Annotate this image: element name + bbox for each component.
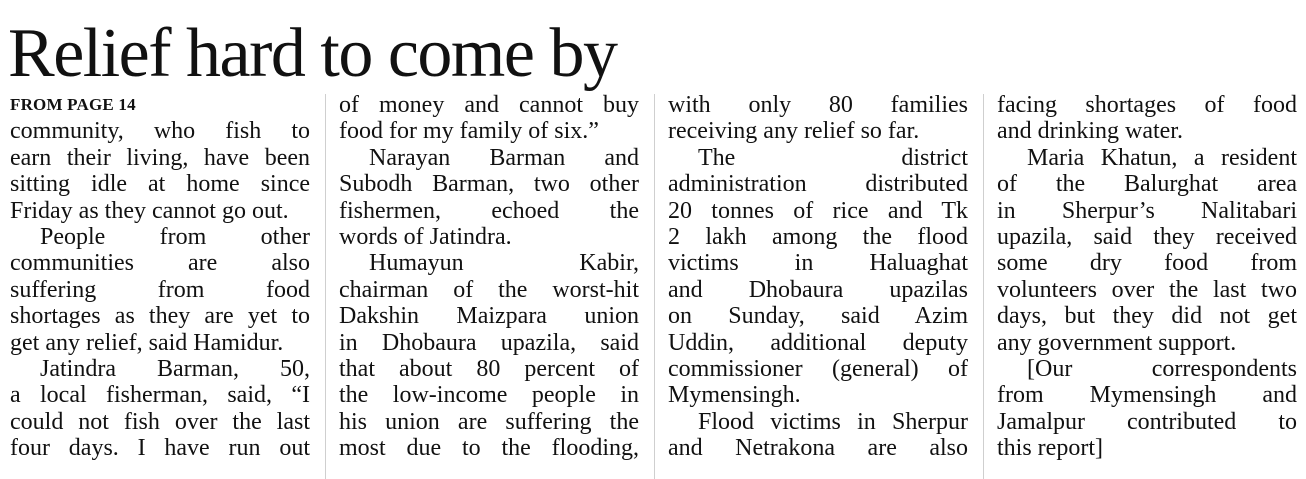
text-line: community, who fish to <box>10 118 310 145</box>
text-line: Subodh Barman, two other <box>339 171 639 198</box>
text-line: chairman of the worst-hit <box>339 276 639 303</box>
text-line: the low-income people in <box>339 382 639 409</box>
text-line: could not fish over the last <box>10 408 310 435</box>
text-line: any government support. <box>997 329 1237 356</box>
text-line: get any relief, said Hamidur. <box>10 329 284 356</box>
text-line: The district <box>698 144 968 171</box>
text-line: Dakshin Maizpara union <box>339 303 639 330</box>
text-line: sitting idle at home since <box>10 171 310 198</box>
text-line: earn their living, have been <box>10 144 310 171</box>
text-line: in Sherpur’s Nalitabari <box>997 197 1297 224</box>
text-line: commissioner (general) of <box>668 355 968 382</box>
text-line: Maria Khatun, a resident <box>1027 144 1297 171</box>
continuation-kicker: FROM PAGE 14 <box>10 95 136 114</box>
text-line: [Our correspondents <box>1027 355 1297 382</box>
headline: Relief hard to come by <box>8 15 617 92</box>
text-line: 20 tonnes of rice and Tk <box>668 197 968 224</box>
text-line: volunteers over the last two <box>997 276 1297 303</box>
text-line: that about 80 percent of <box>339 355 639 382</box>
text-line: on Sunday, said Azim <box>668 303 968 330</box>
text-line: Humayun Kabir, <box>369 250 639 277</box>
text-line: Jatindra Barman, 50, <box>40 355 310 382</box>
text-line: words of Jatindra. <box>339 223 512 250</box>
text-line: days, but they did not get <box>997 303 1297 330</box>
article-column-1 <box>10 92 310 461</box>
text-line: Narayan Barman and <box>369 144 639 171</box>
text-line: Mymensingh. <box>668 382 801 409</box>
text-line: administration distributed <box>668 171 968 198</box>
article-column-3 <box>668 92 968 461</box>
text-line: communities are also <box>10 250 310 277</box>
text-line: four days. I have run out <box>10 435 310 462</box>
text-line: a local fisherman, said, “I <box>10 382 310 409</box>
text-line: most due to the flooding, <box>339 435 639 462</box>
text-line: of money and cannot buy <box>339 92 639 118</box>
text-line: 2 lakh among the flood <box>668 223 968 250</box>
text-line: suffering from food <box>10 276 310 303</box>
text-line: Friday as they cannot go out. <box>10 197 289 224</box>
text-line: food for my family of six.” <box>339 118 599 145</box>
text-line: Flood victims in Sherpur <box>698 408 968 435</box>
article-column-2 <box>339 92 639 461</box>
text-line: his union are suffering the <box>339 408 639 435</box>
text-line: receiving any relief so far. <box>668 118 920 145</box>
text-line: victims in Haluaghat <box>668 250 968 277</box>
text-line: and Dhobaura upazilas <box>668 276 968 303</box>
text-line: upazila, said they received <box>997 223 1297 250</box>
text-line: facing shortages of food <box>997 92 1297 118</box>
text-line: this report] <box>997 435 1103 462</box>
text-line: in Dhobaura upazila, said <box>339 329 639 356</box>
text-line: with only 80 families <box>668 92 968 118</box>
article-body <box>10 92 1300 472</box>
text-line: of the Balurghat area <box>997 171 1297 198</box>
text-line: fishermen, echoed the <box>339 197 639 224</box>
text-line: some dry food from <box>997 250 1297 277</box>
text-line: and drinking water. <box>997 118 1183 145</box>
text-line: Uddin, additional deputy <box>668 329 968 356</box>
text-line: from Mymensingh and <box>997 382 1297 409</box>
text-line: People from other <box>40 223 310 250</box>
text-line: and Netrakona are also <box>668 435 968 462</box>
article-column-4 <box>997 92 1297 461</box>
text-line: Jamalpur contributed to <box>997 408 1297 435</box>
text-line: shortages as they are yet to <box>10 303 310 330</box>
